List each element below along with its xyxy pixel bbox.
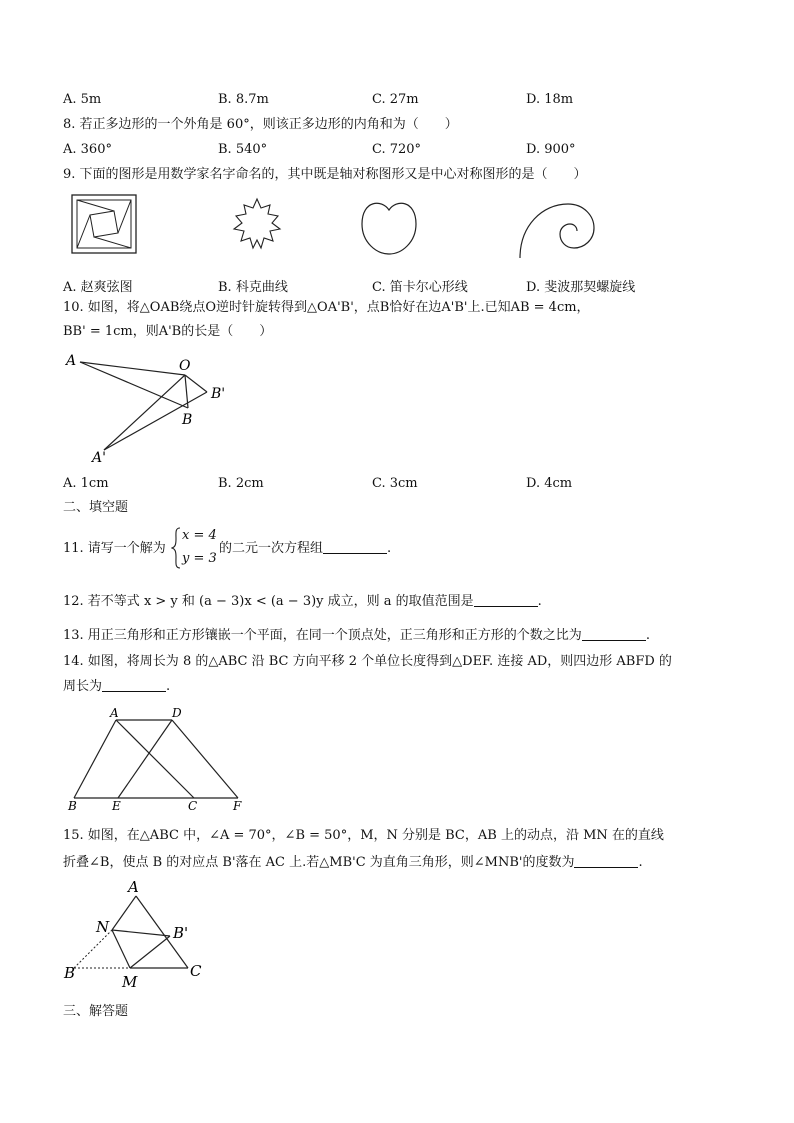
q10-label-b: B	[182, 412, 193, 428]
q15-label-b: B	[64, 964, 76, 982]
q7-option-d: D. 18m	[526, 92, 574, 107]
q11-end: .	[387, 541, 392, 556]
q14-label-e: E	[112, 799, 121, 812]
q10-label-bprime: B'	[211, 386, 226, 402]
q14-label-f: F	[233, 799, 242, 812]
q7-option-a: A. 5m	[63, 92, 102, 107]
q11-prefix: 11. 请写一个解为	[63, 541, 166, 556]
q15-label-n: N	[96, 918, 110, 936]
q14-stem2-text: 周长为	[63, 679, 103, 694]
koch-curve	[226, 196, 288, 256]
q10-option-c: C. 3cm	[372, 476, 418, 491]
q14-answer-blank[interactable]	[102, 679, 166, 692]
q10-stem-line2: BB' = 1cm，则A'B的长是（ ）	[63, 324, 273, 339]
q8-option-d: D. 900°	[526, 142, 576, 157]
q12-end: .	[537, 594, 542, 609]
q11-answer-blank[interactable]	[323, 541, 387, 554]
q13-text: 13. 用正三角形和正方形镶嵌一个平面，在同一个顶点处，正三角形和正方形的个数之比为	[63, 628, 582, 643]
q15-label-c: C	[190, 962, 202, 980]
q9-option-d: D. 斐波那契螺旋线	[526, 280, 636, 295]
q11-equation-2: y = 3	[182, 551, 217, 566]
q9-option-c: C. 笛卡尔心形线	[372, 280, 468, 295]
fibonacci-spiral	[516, 198, 596, 260]
q11-suffix-text: 的二元一次方程组	[219, 541, 324, 556]
q10-option-d: D. 4cm	[526, 476, 573, 491]
q12-stem	[63, 594, 542, 610]
q13-stem	[63, 628, 650, 644]
q8-option-a: A. 360°	[63, 142, 112, 157]
q14-stem-line1: 14. 如图，将周长为 8 的△ABC 沿 BC 方向平移 2 个单位长度得到△DEF. 连接 AD，则四边形 ABFD 的	[63, 654, 672, 669]
q13-answer-blank[interactable]	[582, 628, 646, 641]
q10-rotation-figure	[62, 350, 242, 468]
q10-label-a: A	[66, 353, 77, 369]
q11-brace	[171, 527, 181, 573]
q15-stem-line2	[63, 855, 643, 871]
q8-stem: 8. 若正多边形的一个外角是 60°，则该正多边形的内角和为（ ）	[63, 117, 458, 132]
q15-answer-blank[interactable]	[574, 855, 638, 868]
q14-stem-line2	[63, 679, 170, 695]
q10-label-o: O	[179, 358, 191, 374]
q10-option-b: B. 2cm	[218, 476, 264, 491]
q14-label-a: A	[110, 706, 119, 720]
q14-label-c: C	[188, 799, 198, 812]
q11-equation-1: x = 4	[182, 528, 217, 543]
q8-option-c: C. 720°	[372, 142, 422, 157]
q15-stem2-text: 折叠∠B，使点 B 的对应点 B'落在 AC 上.若△MB'C 为直角三角形，则∠MNB'的度数为	[63, 855, 575, 870]
q9-option-b: B. 科克曲线	[218, 280, 288, 295]
q14-label-d: D	[172, 706, 182, 720]
q13-end: .	[645, 628, 650, 643]
q14-translation-figure	[62, 706, 252, 812]
q7-option-b: B. 8.7m	[218, 92, 269, 107]
q15-label-m: M	[122, 973, 138, 991]
section-3-heading: 三、解答题	[63, 1004, 129, 1019]
q10-stem-line1: 10. 如图，将△OAB绕点O逆时针旋转得到△OA'B'，点B恰好在边A'B'上.已知AB = 4cm，	[63, 300, 590, 315]
q10-label-aprime: A'	[92, 450, 106, 466]
q15-end: .	[638, 855, 643, 870]
q15-stem-line1: 15. 如图，在△ABC 中，∠A = 70°，∠B = 50°，M，N 分别是 BC，AB 上的动点，沿 MN 在的直线	[63, 828, 664, 843]
cardioid-curve	[358, 196, 420, 258]
q15-label-bprime: B'	[173, 924, 189, 942]
q15-folding-figure	[62, 878, 222, 994]
q12-answer-blank[interactable]	[474, 594, 538, 607]
section-2-heading: 二、填空题	[63, 500, 129, 515]
q14-label-b: B	[68, 799, 77, 812]
q14-end: .	[166, 679, 171, 694]
q7-option-c: C. 27m	[372, 92, 419, 107]
q9-option-a: A. 赵爽弦图	[63, 280, 133, 295]
q10-option-a: A. 1cm	[63, 476, 109, 491]
q9-stem: 9. 下面的图形是用数学家名字命名的，其中既是轴对称图形又是中心对称图形的是（ ）	[63, 167, 587, 182]
q11-suffix	[219, 541, 391, 557]
zhao-shuang-diagram	[70, 193, 140, 257]
q15-label-a: A	[128, 878, 139, 896]
q12-text: 12. 若不等式 x > y 和 (a − 3)x < (a − 3)y 成立，则 a 的取值范围是	[63, 594, 474, 609]
q8-option-b: B. 540°	[218, 142, 268, 157]
